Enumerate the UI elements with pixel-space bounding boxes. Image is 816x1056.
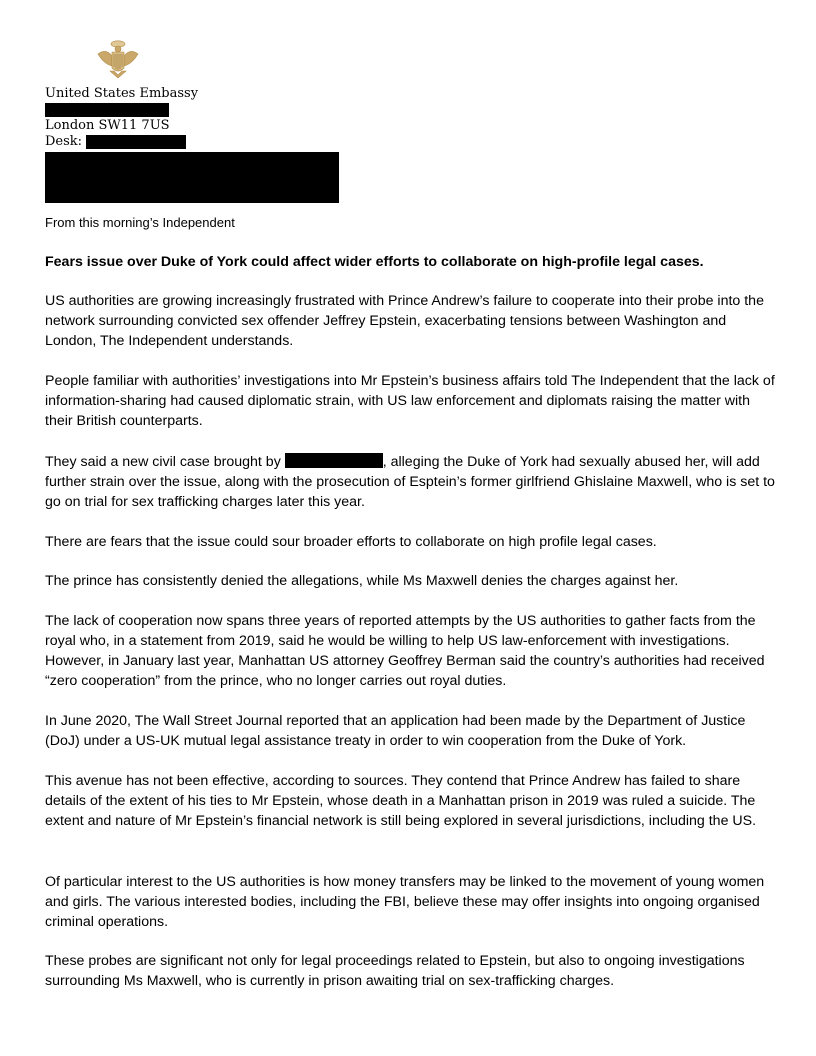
paragraph-2: People familiar with authorities’ investigations into Mr Epstein’s business affairs told The Independent that the lack of information-sharing had caused diplomatic strain, with US law enforcement and diplomats raising the matter with their British counterparts. <box>45 373 775 429</box>
paragraph-10: These probes are significant not only for legal proceedings related to Epstein, but also to ongoing investigations surrounding Ms Maxwell, who is currently in prison awaiting trial on sex-trafficking charges. <box>45 953 745 989</box>
embassy-city: London SW11 7US <box>45 118 170 133</box>
paragraph-1: US authorities are growing increasingly frustrated with Prince Andrew’s failure to cooperate into their probe into the network surrounding convicted sex offender Jeffrey Epstein, exacerbating tensions between Washington and London, The Independent understands. <box>45 293 764 349</box>
paragraph-3 <box>45 452 775 512</box>
desk-label: Desk: <box>45 134 83 149</box>
paragraph-8: This avenue has not been effective, according to sources. They contend that Prince Andrew has failed to share details of the extent of his ties to Mr Epstein, whose death in a Manhattan prison in 2019 was ruled a suicide. The extent and nature of Mr Epstein’s financial network is still being explored in several jurisdictions, including the US. <box>45 773 757 829</box>
redacted-name <box>285 453 383 468</box>
redacted-block <box>45 152 339 203</box>
redacted-desk-number <box>86 135 186 149</box>
redacted-address-line <box>45 103 169 117</box>
paragraph-4: There are fears that the issue could sour broader efforts to collaborate on high profile legal cases. <box>45 534 657 550</box>
paragraph-9: Of particular interest to the US authorities is how money transfers may be linked to the movement of young women and girls. The various interested bodies, including the FBI, believe these may offer insights into ongoing organised criminal operations. <box>45 874 765 930</box>
paragraph-5: The prince has consistently denied the allegations, while Ms Maxwell denies the charges against her. <box>45 573 679 589</box>
paragraph-3-end: , alleging the Duke of York had sexually abused her, will add further strain over the issue, along with the prosecution of Esptein’s former girlfriend Ghislaine Maxwell, who is set to go on trial for sex trafficking charges later this year. <box>45 454 775 510</box>
embassy-seal-icon <box>96 38 140 82</box>
paragraph-7: In June 2020, The Wall Street Journal reported that an application had been made by the Department of Justice (DoJ) under a US-UK mutual legal assistance treaty in order to win cooperation from the Duke of York. <box>45 713 746 749</box>
paragraph-6: The lack of cooperation now spans three years of reported attempts by the US authorities to gather facts from the royal who, in a statement from 2019, said he would be willing to help US law-enforcement with investigations. However, in January last year, Manhattan US attorney Geoffrey Berman said the country’s authorities had received “zero cooperation” from the prince, who no longer carries out royal duties. <box>45 613 765 689</box>
paragraph-3-start: They said a new civil case brought by <box>45 454 285 470</box>
source-line: From this morning’s Independent <box>45 215 235 230</box>
embassy-name: United States Embassy <box>45 86 199 101</box>
article-headline: Fears issue over Duke of York could affect wider efforts to collaborate on high-profile legal cases. <box>45 254 704 270</box>
